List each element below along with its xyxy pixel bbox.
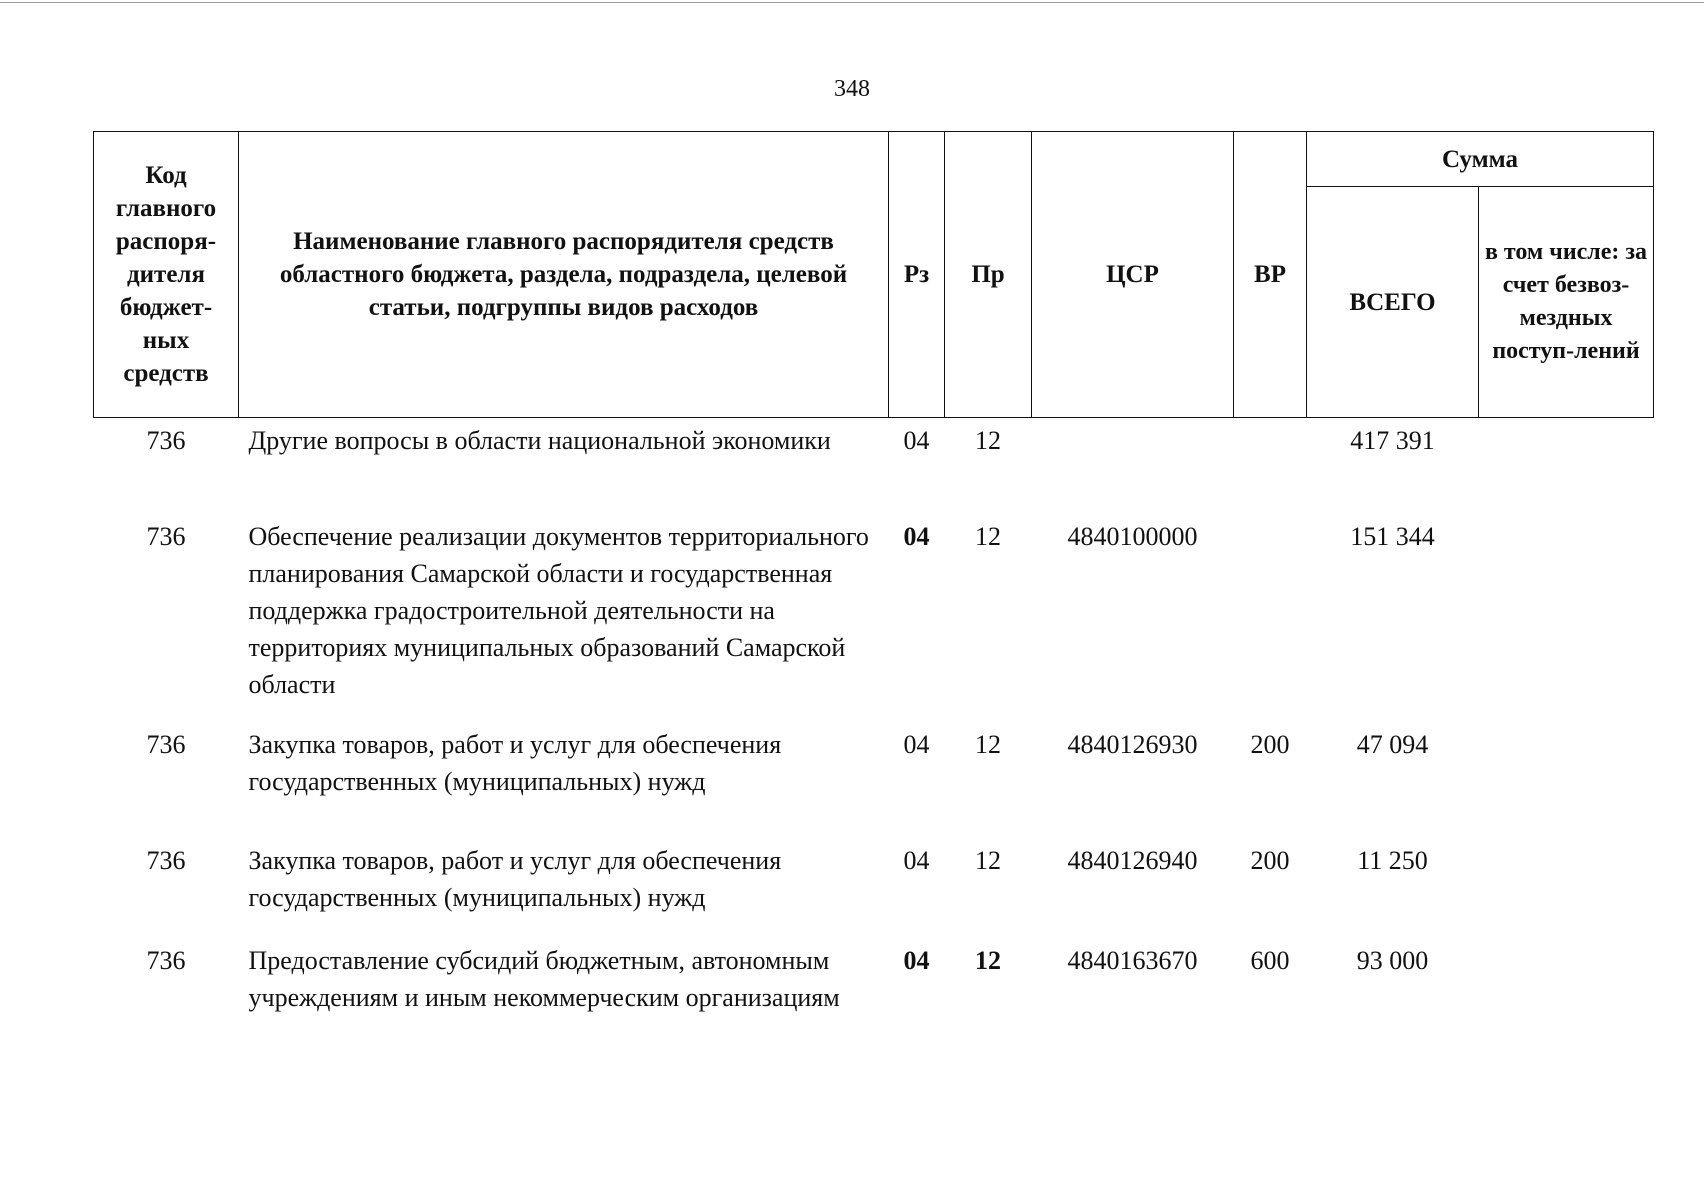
- table-row: [94, 418, 1654, 515]
- table-row: [94, 938, 1654, 1066]
- header-csr: ЦСР: [1032, 132, 1234, 418]
- cell-csr: 4840163670: [1067, 946, 1198, 975]
- cell-name: Закупка товаров, работ и услуг для обеспечения государственных (муниципальных) нужд: [248, 730, 782, 796]
- cell-vr: 200: [1250, 846, 1290, 875]
- cell-total: 417 391: [1350, 426, 1435, 455]
- cell-vr: 200: [1250, 730, 1290, 759]
- cell-free: [1479, 418, 1654, 515]
- cell-code: 736: [146, 846, 186, 875]
- cell-csr: 4840100000: [1067, 522, 1198, 551]
- cell-csr: [1032, 418, 1234, 515]
- cell-code: 736: [146, 946, 186, 975]
- cell-code: 736: [146, 426, 186, 455]
- cell-pr: 12: [975, 522, 1001, 551]
- cell-rz: 04: [903, 426, 930, 455]
- header-code: Код главного распоря-дителя бюджет-ных средств: [94, 132, 239, 418]
- header-free: в том числе: за счет безвоз-мездных поступ-лений: [1479, 187, 1654, 418]
- cell-total: 151 344: [1350, 522, 1435, 551]
- cell-vr: 600: [1250, 946, 1290, 975]
- cell-total: 93 000: [1356, 946, 1429, 975]
- cell-rz: 04: [903, 946, 930, 975]
- cell-free: [1479, 938, 1654, 1066]
- budget-table: [93, 131, 1654, 1066]
- table-body: [94, 418, 1654, 1067]
- header-vr: ВР: [1234, 132, 1307, 418]
- cell-code: 736: [146, 522, 186, 551]
- cell-vr: [1234, 418, 1307, 515]
- cell-free: [1479, 514, 1654, 722]
- cell-name: Предоставление субсидий бюджетным, автономным учреждениям и иным некоммерческим организациям: [248, 946, 840, 1012]
- cell-free: [1479, 722, 1654, 838]
- header-rz: Рз: [889, 132, 945, 418]
- table-row: [94, 514, 1654, 722]
- cell-free: [1479, 838, 1654, 938]
- cell-vr: [1234, 514, 1307, 722]
- cell-name: Обеспечение реализации документов территориального планирования Самарской области и государственная поддержка градостроительной деятельности на территориях муниципальных образований Самарской области: [248, 522, 869, 699]
- cell-name: Закупка товаров, работ и услуг для обеспечения государственных (муниципальных) нужд: [248, 846, 782, 912]
- cell-rz: 04: [903, 522, 930, 551]
- cell-csr: 4840126930: [1067, 730, 1198, 759]
- cell-name: Другие вопросы в области национальной экономики: [248, 426, 831, 455]
- cell-total: 11 250: [1357, 846, 1428, 875]
- header-name: Наименование главного распорядителя средств областного бюджета, раздела, подраздела, целевой статьи, подгруппы видов расходов: [239, 132, 889, 418]
- cell-code: 736: [146, 730, 186, 759]
- cell-pr: 12: [975, 946, 1001, 975]
- header-total: ВСЕГО: [1307, 187, 1479, 418]
- header-sum: Сумма: [1307, 132, 1654, 187]
- table-header: [94, 132, 1654, 418]
- cell-csr: 4840126940: [1067, 846, 1198, 875]
- table-row: [94, 722, 1654, 838]
- cell-total: 47 094: [1356, 730, 1429, 759]
- cell-pr: 12: [975, 846, 1001, 875]
- budget-table-container: [93, 131, 1653, 1066]
- header-pr: Пр: [945, 132, 1032, 418]
- cell-rz: 04: [903, 846, 930, 875]
- table-row: [94, 838, 1654, 938]
- page-number: 348: [834, 76, 870, 102]
- scan-edge-line: [0, 2, 1704, 3]
- cell-pr: 12: [975, 730, 1001, 759]
- cell-rz: 04: [903, 730, 930, 759]
- cell-pr: 12: [975, 426, 1001, 455]
